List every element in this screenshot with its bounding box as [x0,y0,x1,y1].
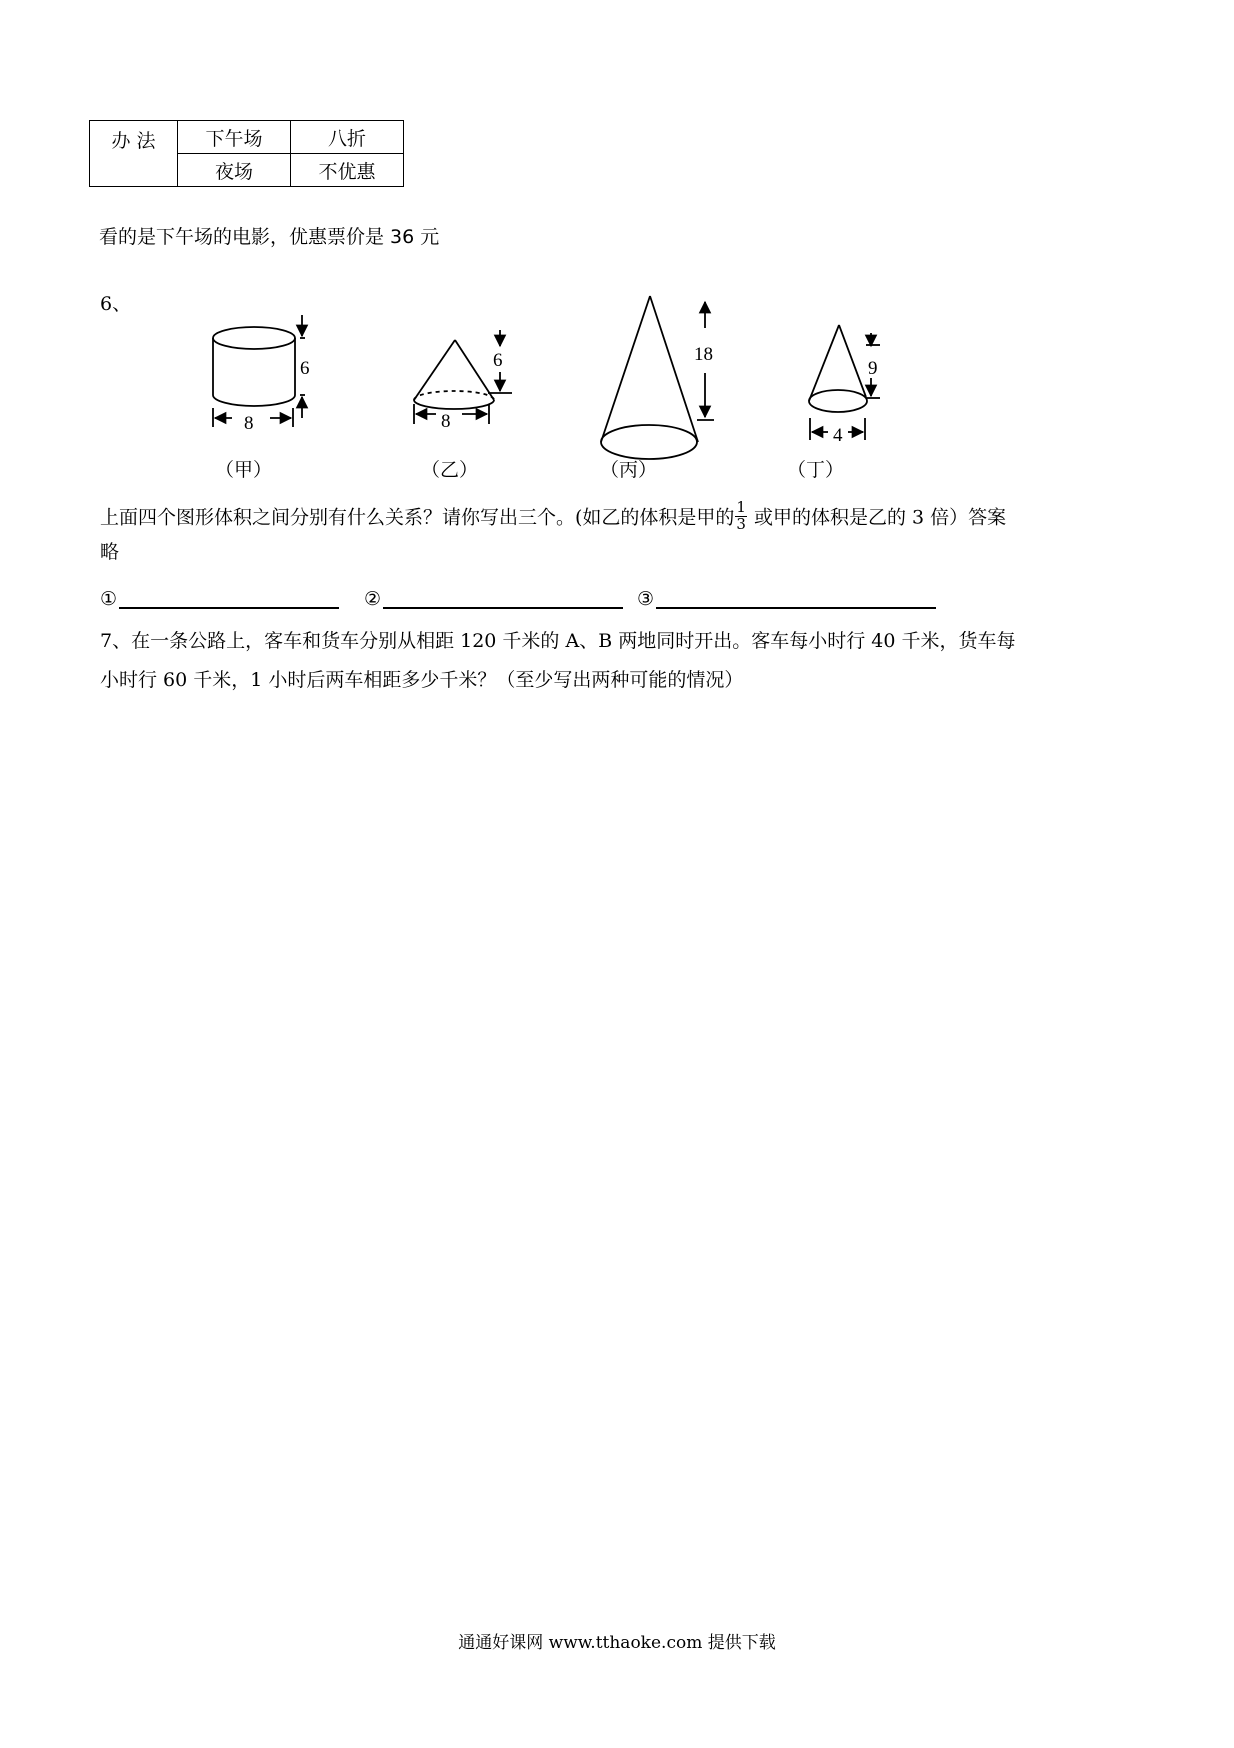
question-6-answer-note: 略 [100,541,120,563]
fraction-denominator: 3 [736,514,746,533]
blank-marker: ② [364,588,382,610]
caption-bing: （丙） [600,459,658,481]
table-cell-session: 夜场 [178,154,291,187]
question-7-line1: 7、在一条公路上，客车和货车分别从相距 120 千米的 A、B 两地同时开出。客车每小时行 40 千米，货车每 [100,630,1016,652]
figure-cone-yi [414,330,512,424]
label-ding-width: 4 [833,425,843,446]
table-cell-discount: 八折 [291,121,404,154]
label-yi-height: 6 [493,350,503,371]
answer-blank-3[interactable] [637,588,936,609]
question-6-prompt [100,498,1007,535]
label-ding-height: 9 [868,358,878,379]
caption-ding: （丁） [787,459,845,481]
answer-5-text: 看的是下午场的电影，优惠票价是 36 元 [99,226,440,248]
figure-cylinder-jia [213,315,305,427]
answer-blank-2[interactable] [364,588,623,609]
answer-blank-1[interactable] [100,588,339,609]
page-footer: 通通好课网 www.tthaoke.com 提供下载 [458,1633,776,1653]
table-cell-session: 下午场 [178,121,291,154]
blank-line[interactable] [656,588,936,609]
prompt-text-part1: 上面四个图形体积之间分别有什么关系？请你写出三个。(如乙的体积是甲的 [100,506,735,529]
fraction-numerator: 1 [736,498,746,516]
fraction-one-third [735,500,747,533]
figure-cone-ding [809,325,880,440]
caption-jia: （甲） [215,459,273,481]
question-7-line2: 小时行 60 千米，1 小时后两车相距多少千米？（至少写出两种可能的情况） [100,669,744,691]
table-cell-discount: 不优惠 [291,154,404,187]
figure-cone-bing [601,296,714,459]
label-jia-width: 8 [244,413,254,434]
label-bing-height: 18 [694,344,713,365]
blank-marker: ③ [637,588,655,610]
blank-line[interactable] [119,588,339,609]
solid-figures-diagram [0,0,1234,500]
question-6-number: 6、 [100,293,132,315]
label-jia-height: 6 [300,358,310,379]
table-row-header: 办 法 [90,121,178,187]
blank-marker: ① [100,588,118,610]
blank-line[interactable] [383,588,623,609]
label-yi-width: 8 [441,411,451,432]
caption-yi: （乙） [421,459,479,481]
prompt-text-part2: 或甲的体积是乙的 3 倍）答案 [747,506,1007,529]
